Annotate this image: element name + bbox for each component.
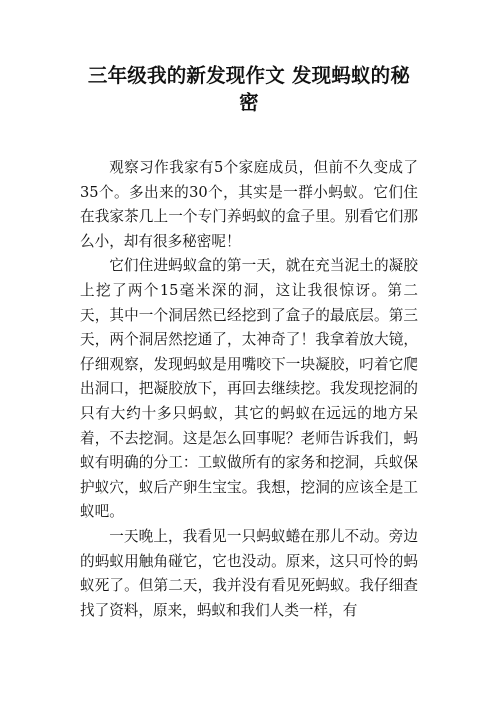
- paragraph-2: 它们住进蚂蚁盒的第一天，就在充当泥土的凝胶上挖了两个15毫米深的洞，这让我很惊讶。第二天，其中一个洞居然已经挖到了盒子的最底层。第三天，两个洞居然挖通了，太神奇了！我拿着放大镜，仔细观察，发现蚂蚁是用嘴咬下一块凝胶，叼着它爬出洞口，把凝胶放下，再回去继续挖。我发现挖洞的只有大约十多只蚂蚁，其它的蚂蚁在远远的地方呆着，不去挖洞。这是怎么回事呢？老师告诉我们，蚂蚁有明确的分工：工蚁做所有的家务和挖洞，兵蚁保护蚁穴，蚁后产卵生宝宝。我想，挖洞的应该全是工蚁吧。: [80, 257, 418, 521]
- document-title: 三年级我的新发现作文 发现蚂蚁的秘密: [87, 64, 411, 114]
- document-body: [80, 156, 418, 623]
- paragraph-1: 观察习作我家有5个家庭成员，但前不久变成了35个。多出来的30个，其实是一群小蚂蚁。它们住在我家茶几上一个专门养蚂蚁的盒子里。别看它们那么小，却有很多秘密呢！: [80, 159, 418, 250]
- paragraph-3: 一天晚上，我看见一只蚂蚁蜷在那儿不动。旁边的蚂蚁用触角碰它，它也没动。原来，这只可怜的蚂蚁死了。但第二天，我并没有看见死蚂蚁。我仔细查找了资料，原来，蚂蚁和我们人类一样，有: [80, 527, 418, 619]
